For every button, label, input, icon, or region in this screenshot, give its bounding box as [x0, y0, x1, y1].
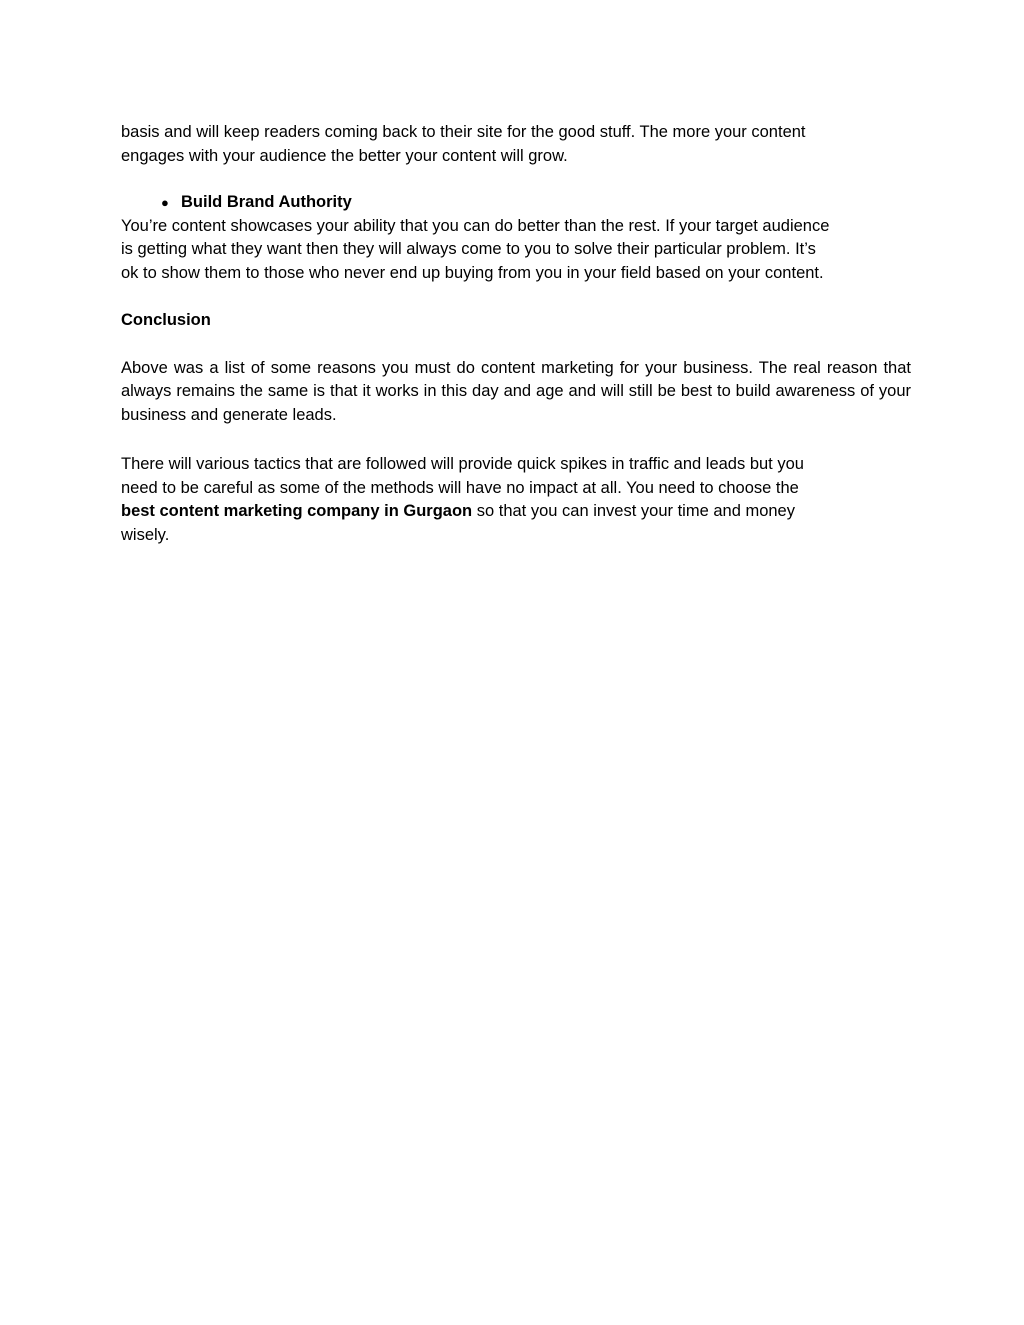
conclusion-heading: Conclusion — [121, 311, 211, 329]
conclusion-paragraph-2 — [121, 453, 911, 547]
page-content — [121, 121, 911, 547]
brand-authority-line-1: You’re content showcases your ability that you can do better than the rest. If your target audience — [121, 216, 830, 235]
company-highlight: best content marketing company in Gurgaon — [121, 502, 473, 520]
paragraph-2-line-3 — [121, 500, 911, 524]
intro-line-2: engages with your audience the better your content will grow. — [121, 146, 568, 165]
conclusion-paragraph-1: Above was a list of some reasons you must do content marketing for your business. The real reason that always remains the same is that it works in this day and age and will still be best to build awareness of your business and generate leads. — [121, 358, 911, 424]
brand-authority-line-3: ok to show them to those who never end up buying from you in your field based on your content. — [121, 263, 824, 282]
paragraph-2-line-3-rest: so that you can invest your time and money — [472, 502, 795, 520]
brand-authority-line-2: is getting what they want then they will always come to you to solve their particular problem. It’s — [121, 240, 816, 258]
bullet-heading: Build Brand Authority — [181, 193, 352, 211]
paragraph-2-line-4: wisely. — [121, 525, 170, 544]
paragraph-2-line-1: There will various tactics that are followed will provide quick spikes in traffic and leads but you — [121, 455, 804, 473]
bullet-item-build-brand-authority — [121, 191, 911, 215]
bullet-icon: ● — [161, 195, 169, 210]
intro-line-1: basis and will keep readers coming back to their site for the good stuff. The more your content — [121, 123, 806, 141]
paragraph-2-line-2: need to be careful as some of the methods will have no impact at all. You need to choose the — [121, 478, 799, 497]
